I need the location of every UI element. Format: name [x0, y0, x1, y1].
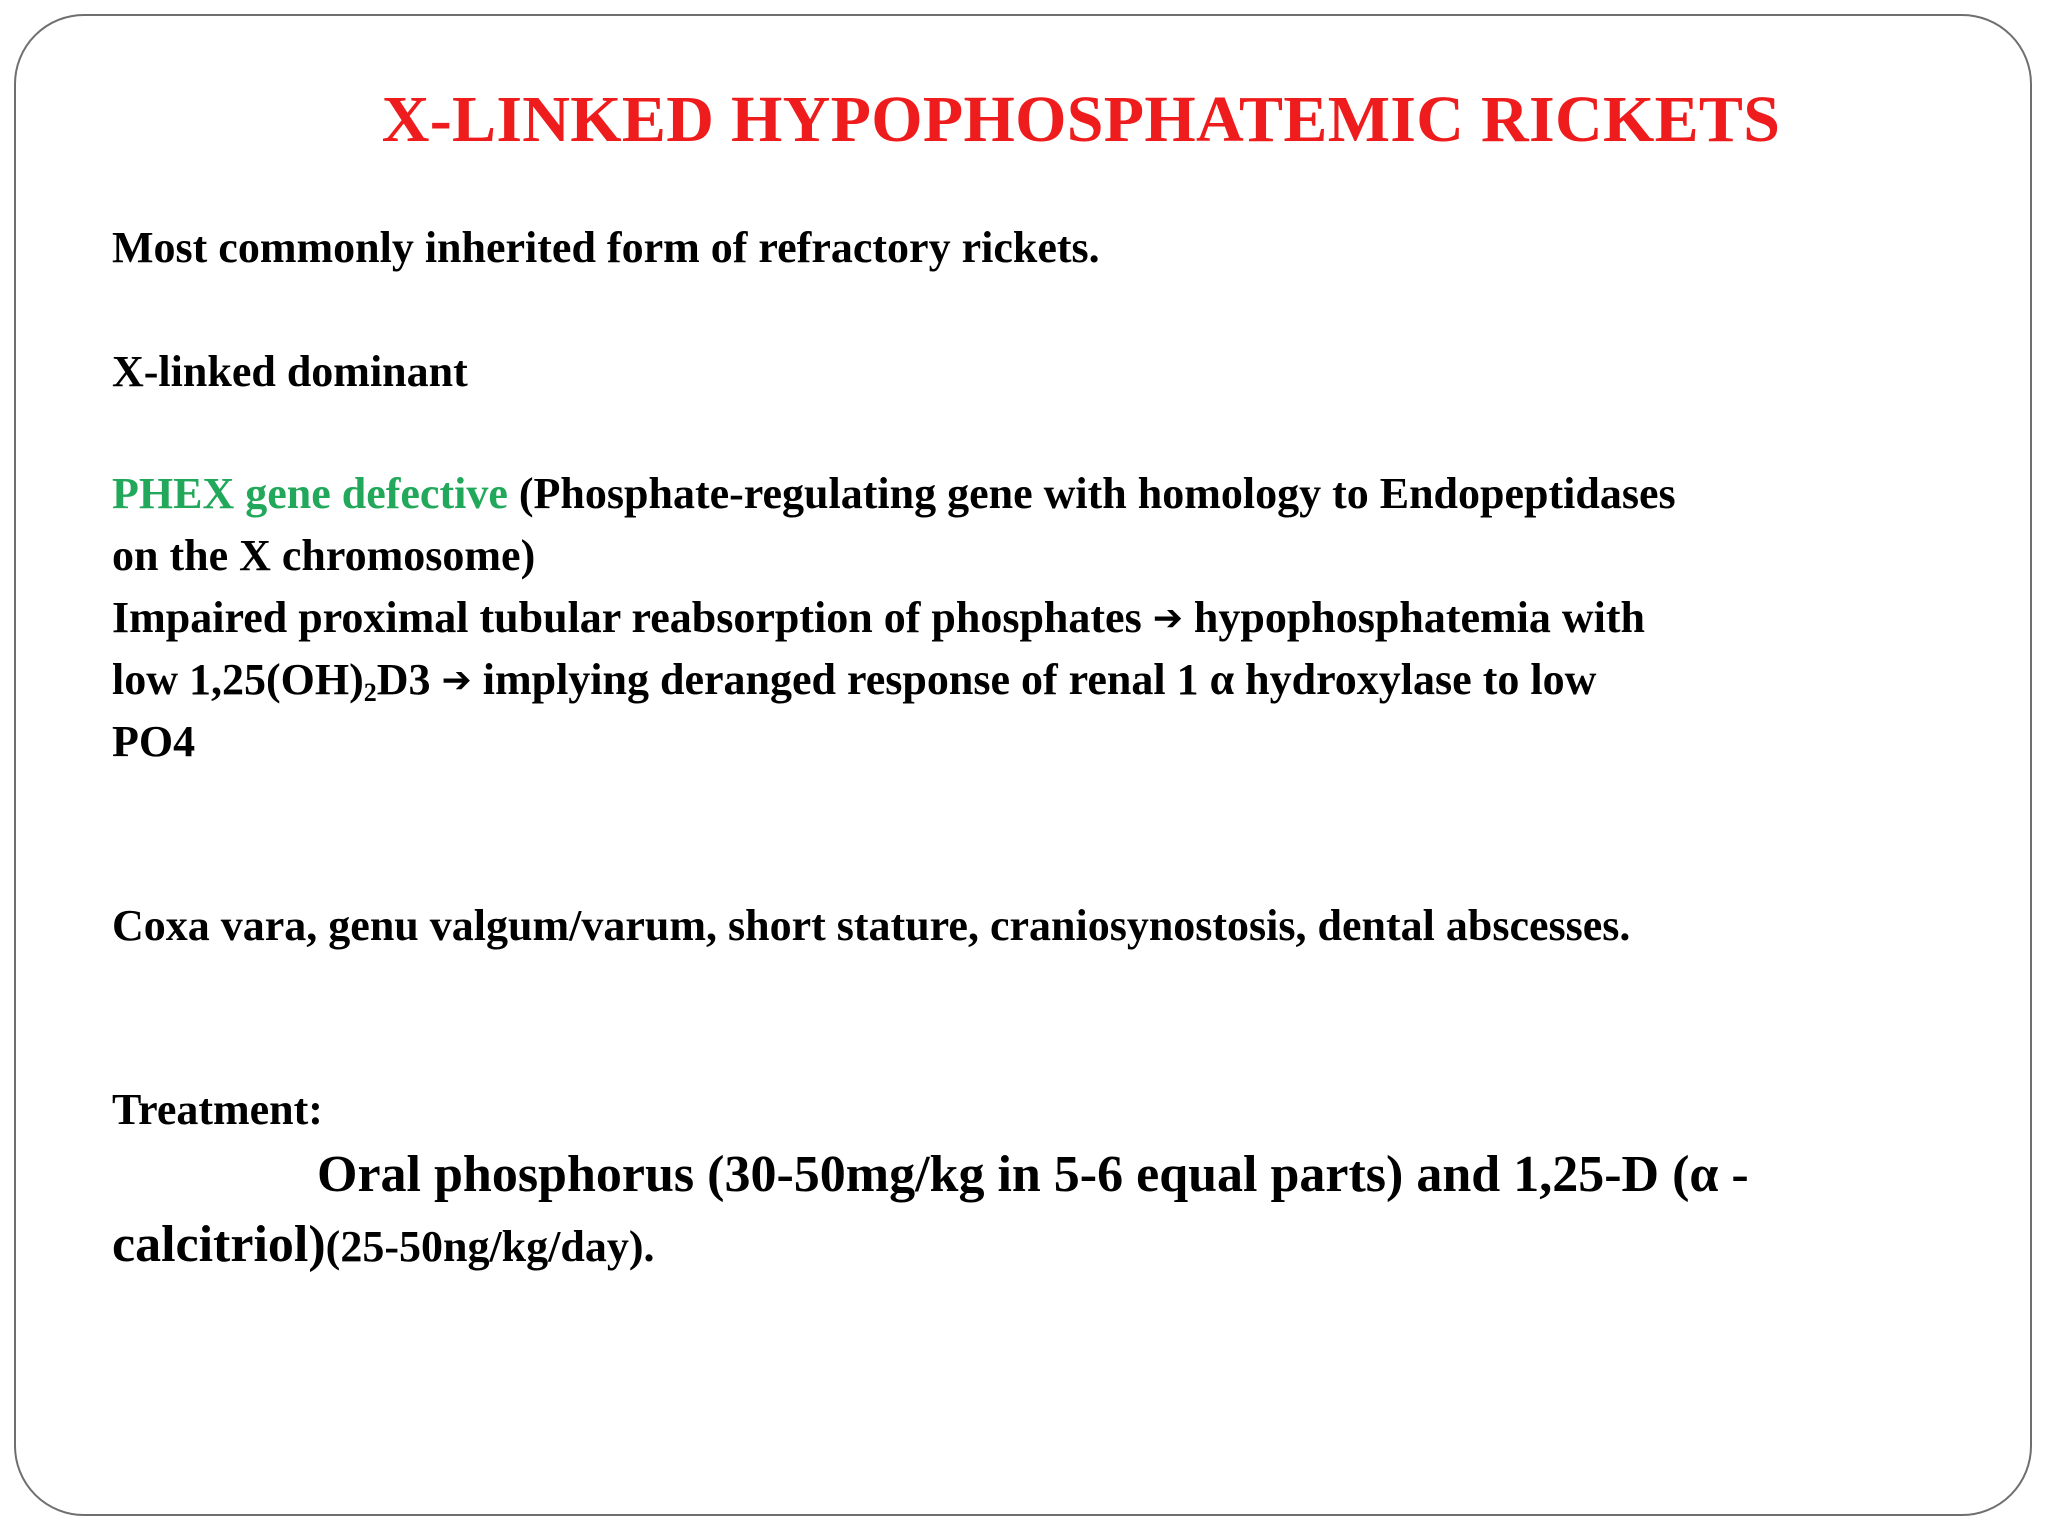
- hydroxylase-text: implying deranged response of renal 1 α hydroxylase to low: [471, 655, 1597, 704]
- right-arrow-icon: ➔: [1152, 598, 1183, 639]
- subscript-two: 2: [363, 678, 377, 707]
- po4-line: PO4: [112, 717, 196, 766]
- impaired-result: hypophosphatemia with: [1182, 593, 1646, 642]
- treatment-label: Treatment:: [112, 1085, 323, 1134]
- calcitriol-text: calcitriol): [112, 1216, 326, 1273]
- low-vitamin-text: low 1,25(OH): [112, 655, 364, 704]
- phex-gene-label: PHEX gene defective: [112, 469, 508, 518]
- impaired-text: Impaired proximal tubular reabsorption of phosphates: [112, 593, 1153, 642]
- low-vitamin-line: [112, 654, 1596, 712]
- low-vitamin-d3: D3: [376, 655, 442, 704]
- right-arrow-icon: ➔: [441, 660, 472, 701]
- calcitriol-dose: (25-50ng/kg/day).: [325, 1222, 655, 1271]
- bullet-inherited: Most commonly inherited form of refractory rickets.: [112, 223, 1100, 272]
- phex-continuation: on the X chromosome): [112, 531, 536, 580]
- treatment-oral-phosphorus: Oral phosphorus (30-50mg/kg in 5-6 equal parts) and 1,25-D (α -: [317, 1146, 1749, 1203]
- treatment-calcitriol: [112, 1214, 655, 1278]
- bullet-dominant: X-linked dominant: [112, 347, 468, 396]
- bullet-impaired: [112, 592, 1645, 647]
- bullet-phex: [112, 468, 1676, 520]
- phex-description: (Phosphate-regulating gene with homology to Endopeptidases: [507, 469, 1676, 518]
- slide-title: X-LINKED HYPOPHOSPHATEMIC RICKETS: [381, 83, 1781, 156]
- bullet-clinical-features: Coxa vara, genu valgum/varum, short stature, craniosynostosis, dental abscesses.: [112, 901, 1631, 950]
